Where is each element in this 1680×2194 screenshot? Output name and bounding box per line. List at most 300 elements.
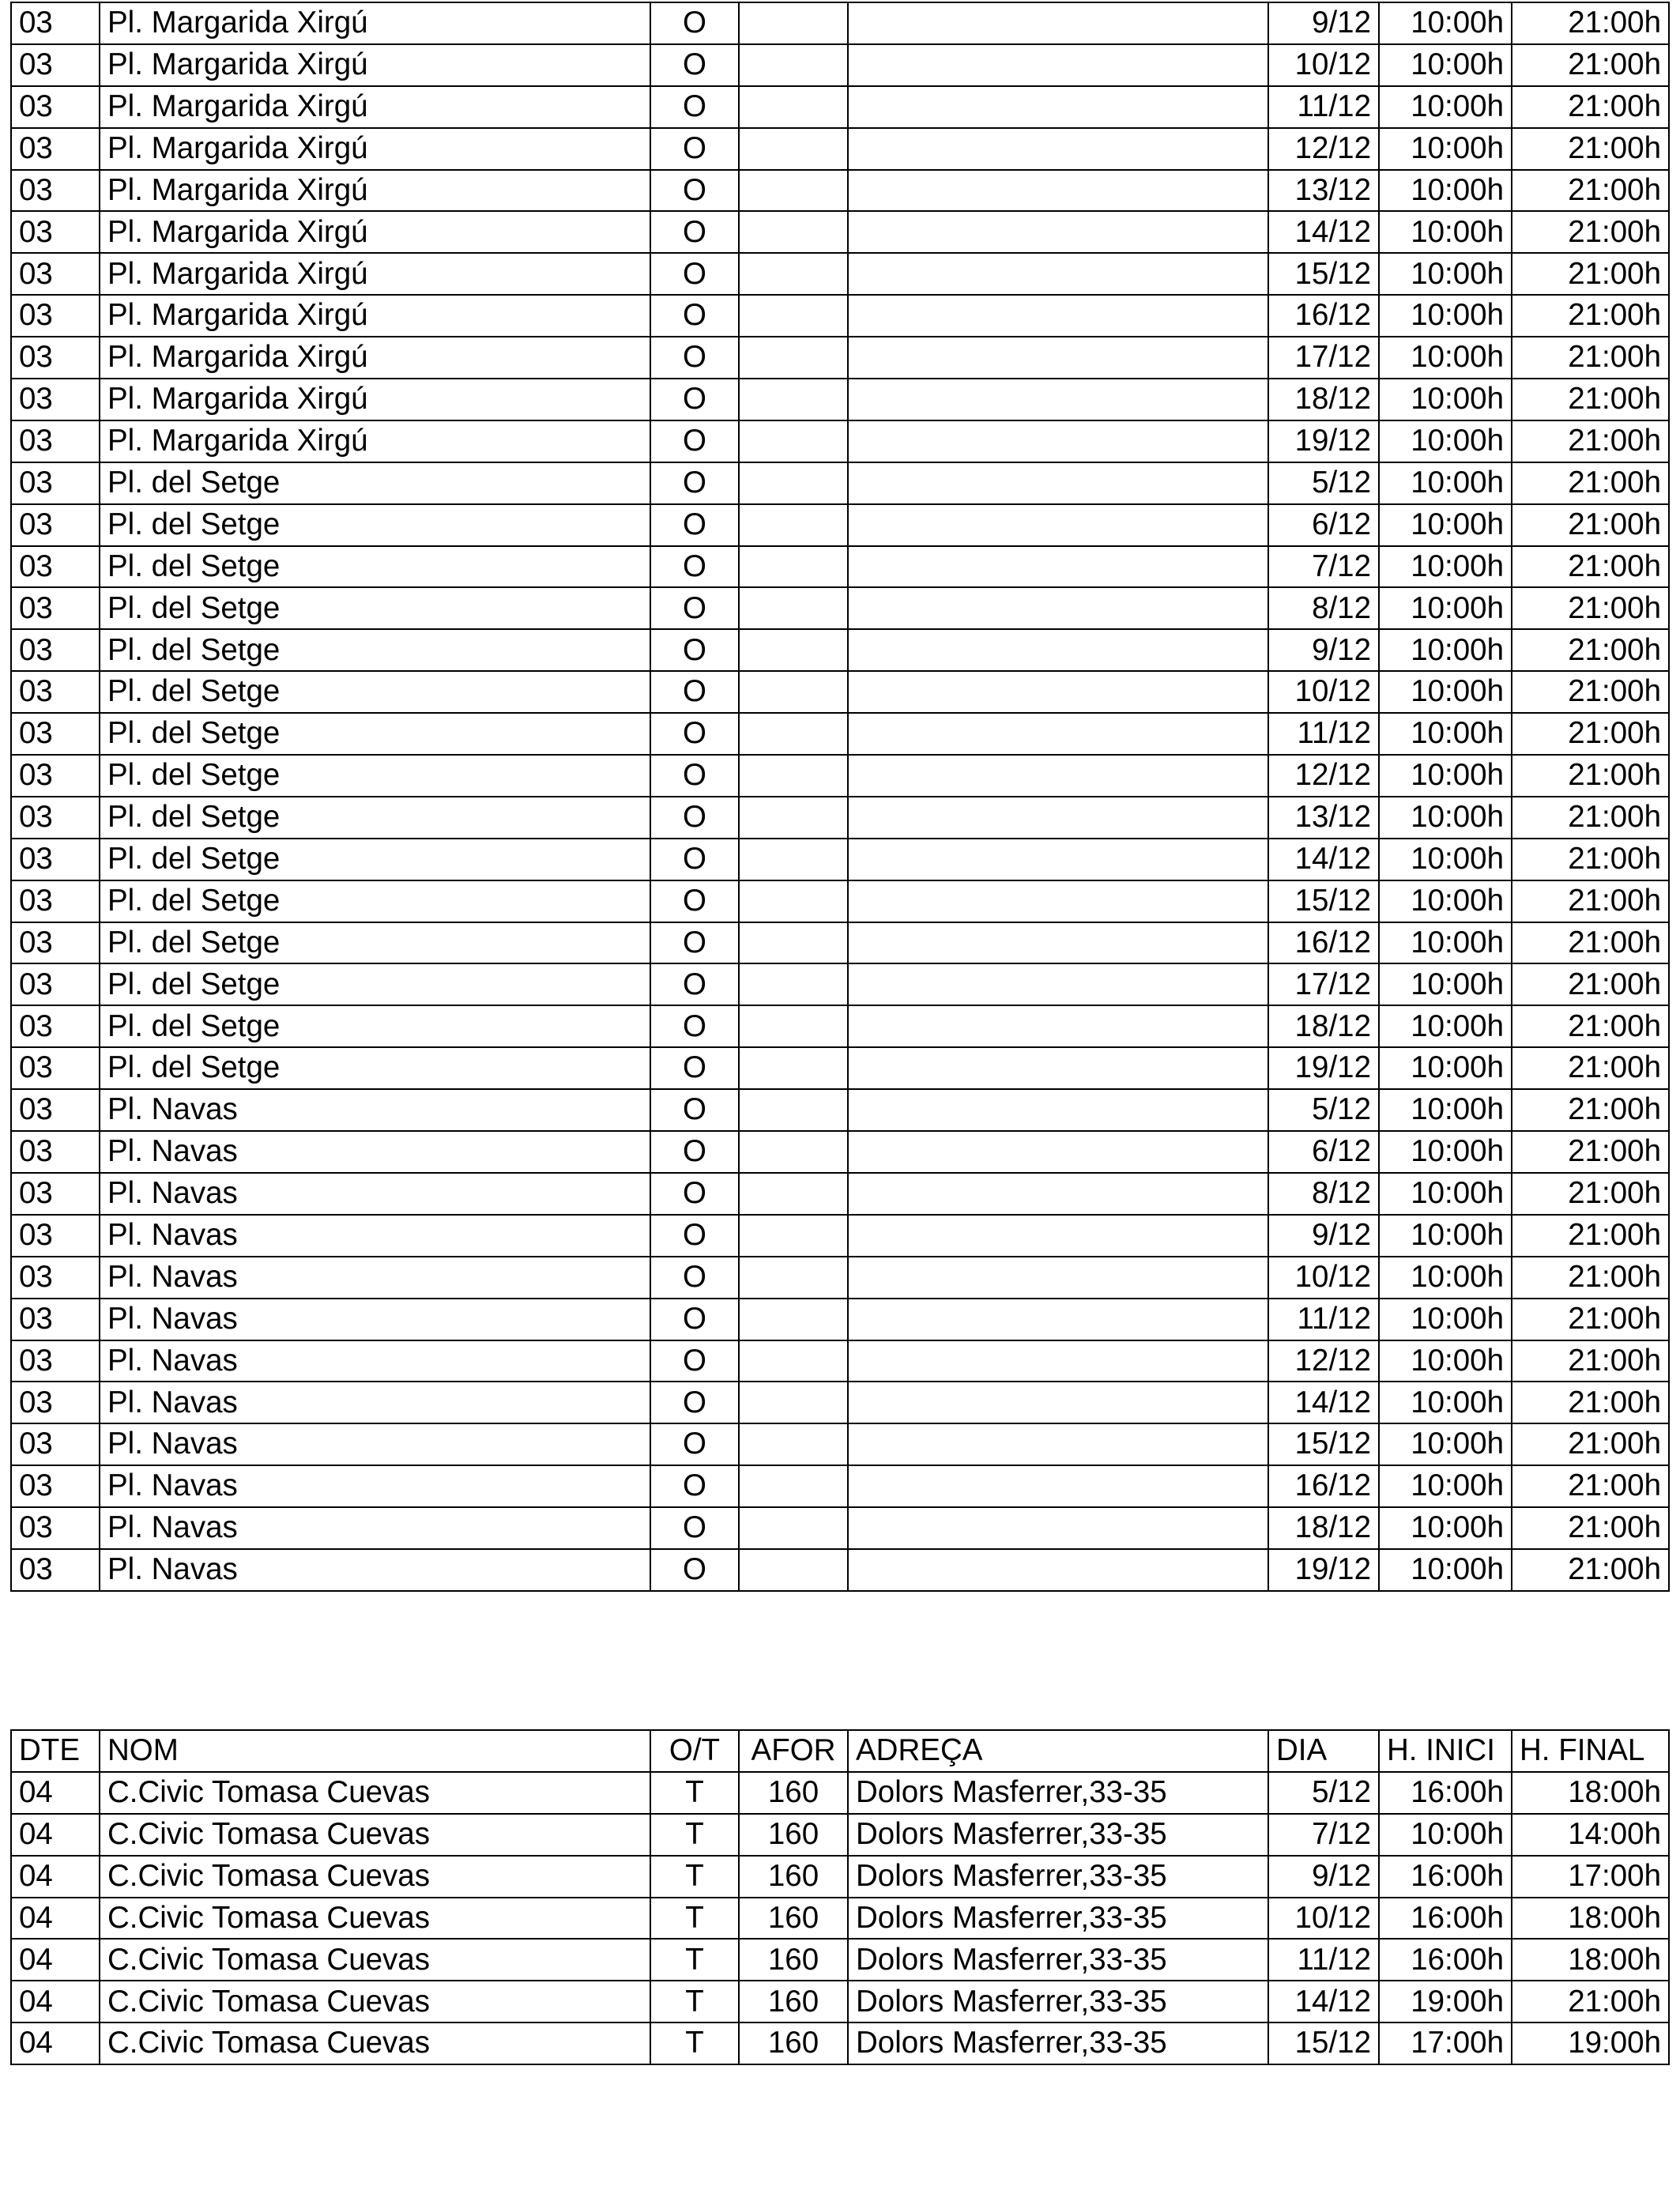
cell-dte: 03 [11,1047,100,1089]
cell-afor [739,963,848,1005]
cell-afor [739,839,848,880]
cell-nom: C.Civic Tomasa Cuevas [100,1856,650,1898]
cell-h-inici: 10:00h [1379,1382,1512,1423]
cell-afor: 160 [739,1981,848,2022]
cell-h-inici: 10:00h [1379,44,1512,86]
cell-adreca [848,2,1268,44]
cell-dia: 11/12 [1268,86,1379,128]
cell-nom: Pl. Navas [100,1465,650,1507]
cell-adreca [848,1299,1268,1340]
cell-dia: 10/12 [1268,44,1379,86]
cell-nom: C.Civic Tomasa Cuevas [100,1814,650,1856]
table-row [11,963,1669,1005]
cell-h-inici: 10:00h [1379,86,1512,128]
cell-h-inici: 10:00h [1379,587,1512,629]
cell-adreca [848,922,1268,964]
cell-afor [739,1173,848,1215]
cell-adreca: Dolors Masferrer,33-35 [848,1856,1268,1898]
cell-nom: Pl. Navas [100,1549,650,1591]
cell-dia: 15/12 [1268,1423,1379,1465]
cell-h-inici: 10:00h [1379,797,1512,839]
cell-ot: O [650,295,739,337]
cell-afor: 160 [739,1939,848,1981]
cell-h-inici: 10:00h [1379,1549,1512,1591]
cell-ot: O [650,963,739,1005]
cell-nom: Pl. Margarida Xirgú [100,253,650,295]
cell-dia: 19/12 [1268,420,1379,462]
cell-ot: O [650,1173,739,1215]
cell-ot: O [650,44,739,86]
cell-h-inici: 10:00h [1379,880,1512,922]
cell-nom: Pl. Navas [100,1423,650,1465]
cell-adreca [848,1089,1268,1131]
cell-h-final: 21:00h [1512,671,1669,713]
cell-ot: T [650,1814,739,1856]
cell-ot: O [650,797,739,839]
table-row [11,1507,1669,1549]
cell-ot: T [650,1939,739,1981]
cell-h-inici: 10:00h [1379,1047,1512,1089]
cell-adreca [848,1257,1268,1299]
cell-h-inici: 10:00h [1379,546,1512,588]
cell-dte: 03 [11,1465,100,1507]
cell-dia: 18/12 [1268,1507,1379,1549]
cell-adreca [848,1423,1268,1465]
cell-h-final: 21:00h [1512,963,1669,1005]
cell-ot: T [650,1898,739,1940]
cell-nom: Pl. del Setge [100,504,650,546]
cell-dte: 03 [11,797,100,839]
cell-h-final: 21:00h [1512,1423,1669,1465]
cell-dte: 03 [11,253,100,295]
cell-h-final: 21:00h [1512,1465,1669,1507]
cell-dia: 18/12 [1268,1005,1379,1047]
cell-adreca [848,587,1268,629]
table-row [11,86,1669,128]
cell-dte: 03 [11,170,100,212]
cell-dia: 6/12 [1268,504,1379,546]
cell-adreca [848,295,1268,337]
cell-adreca [848,839,1268,880]
cell-adreca [848,1047,1268,1089]
cell-h-final: 21:00h [1512,546,1669,588]
cell-adreca [848,170,1268,212]
cell-dia: 17/12 [1268,337,1379,379]
cell-afor [739,86,848,128]
cell-h-final: 21:00h [1512,462,1669,504]
cell-adreca: Dolors Masferrer,33-35 [848,1772,1268,1814]
cell-h-final: 21:00h [1512,880,1669,922]
cell-dte: 03 [11,880,100,922]
cell-dia: 12/12 [1268,128,1379,170]
cell-dia: 11/12 [1268,1299,1379,1340]
table-body [11,1772,1669,2064]
cell-afor: 160 [739,1814,848,1856]
cell-h-final: 21:00h [1512,128,1669,170]
cell-dia: 8/12 [1268,1173,1379,1215]
cell-h-final: 21:00h [1512,1382,1669,1423]
cell-afor [739,1340,848,1382]
table-row [11,797,1669,839]
table-row [11,504,1669,546]
cell-nom: Pl. del Setge [100,1047,650,1089]
cell-afor [739,1131,848,1173]
cell-ot: O [650,420,739,462]
cell-afor [739,379,848,420]
cell-h-inici: 10:00h [1379,2,1512,44]
cell-afor [739,420,848,462]
cell-ot: O [650,2,739,44]
table-header [11,1730,1669,1772]
cell-ot: O [650,755,739,797]
cell-dia: 15/12 [1268,2022,1379,2064]
cell-adreca: Dolors Masferrer,33-35 [848,1939,1268,1981]
cell-h-final: 21:00h [1512,295,1669,337]
cell-ot: O [650,922,739,964]
cell-afor [739,713,848,755]
cell-adreca: Dolors Masferrer,33-35 [848,2022,1268,2064]
cell-h-final: 21:00h [1512,1089,1669,1131]
table-row [11,2022,1669,2064]
table-row [11,1299,1669,1340]
cell-dte: 03 [11,1173,100,1215]
table-row [11,713,1669,755]
cell-dte: 03 [11,755,100,797]
cell-afor [739,462,848,504]
table-row [11,462,1669,504]
cell-dte: 03 [11,2,100,44]
cell-ot: O [650,1215,739,1257]
cell-adreca [848,629,1268,671]
table-row [11,1257,1669,1299]
cell-dia: 6/12 [1268,1131,1379,1173]
cell-dte: 03 [11,379,100,420]
cell-dte: 03 [11,504,100,546]
cell-h-inici: 16:00h [1379,1939,1512,1981]
cell-h-final: 21:00h [1512,1299,1669,1340]
cell-h-final: 21:00h [1512,629,1669,671]
cell-nom: Pl. Margarida Xirgú [100,86,650,128]
cell-dte: 03 [11,963,100,1005]
table-row [11,587,1669,629]
cell-afor: 160 [739,1856,848,1898]
cell-dia: 17/12 [1268,963,1379,1005]
cell-nom: C.Civic Tomasa Cuevas [100,1772,650,1814]
cell-dte: 03 [11,462,100,504]
cell-h-final: 21:00h [1512,1507,1669,1549]
cell-ot: O [650,1005,739,1047]
cell-dte: 03 [11,1423,100,1465]
cell-afor [739,1299,848,1340]
table-row [11,2,1669,44]
table-row [11,420,1669,462]
cell-h-inici: 10:00h [1379,713,1512,755]
table-row [11,922,1669,964]
cell-afor [739,2,848,44]
cell-afor [739,546,848,588]
cell-nom: Pl. Navas [100,1173,650,1215]
cell-dte: 04 [11,1772,100,1814]
cell-ot: O [650,86,739,128]
cell-dia: 9/12 [1268,1215,1379,1257]
cell-dia: 5/12 [1268,1772,1379,1814]
cell-afor [739,587,848,629]
cell-h-inici: 10:00h [1379,504,1512,546]
cell-h-inici: 10:00h [1379,1507,1512,1549]
cell-adreca [848,713,1268,755]
cell-afor [739,671,848,713]
table-row [11,211,1669,253]
cell-dia: 15/12 [1268,880,1379,922]
cell-adreca [848,1465,1268,1507]
table-row [11,839,1669,880]
table-row [11,1939,1669,1981]
cell-nom: Pl. Navas [100,1215,650,1257]
cell-nom: C.Civic Tomasa Cuevas [100,1898,650,1940]
table-row [11,295,1669,337]
table-row [11,379,1669,420]
cell-nom: C.Civic Tomasa Cuevas [100,1981,650,2022]
cell-adreca [848,1382,1268,1423]
cell-adreca [848,546,1268,588]
cell-ot: O [650,880,739,922]
cell-ot: O [650,1465,739,1507]
cell-dia: 12/12 [1268,1340,1379,1382]
cell-h-final: 21:00h [1512,2,1669,44]
cell-nom: Pl. Navas [100,1340,650,1382]
table-row [11,1382,1669,1423]
cell-ot: O [650,1382,739,1423]
cell-h-final: 21:00h [1512,1131,1669,1173]
cell-afor: 160 [739,1772,848,1814]
cell-ot: O [650,379,739,420]
cell-dte: 03 [11,211,100,253]
table-row [11,671,1669,713]
cell-h-inici: 10:00h [1379,963,1512,1005]
cell-adreca [848,1005,1268,1047]
cell-h-inici: 10:00h [1379,755,1512,797]
cell-h-inici: 10:00h [1379,1814,1512,1856]
cell-nom: Pl. Margarida Xirgú [100,337,650,379]
cell-nom: Pl. del Setge [100,839,650,880]
header-ot: O/T [650,1730,739,1772]
cell-dia: 5/12 [1268,1089,1379,1131]
schedule-table-district-04 [10,1729,1670,2065]
table-row [11,629,1669,671]
cell-ot: O [650,337,739,379]
cell-h-final: 21:00h [1512,44,1669,86]
cell-adreca [848,420,1268,462]
cell-h-inici: 10:00h [1379,128,1512,170]
cell-afor [739,211,848,253]
cell-dte: 03 [11,713,100,755]
cell-adreca [848,755,1268,797]
cell-dia: 8/12 [1268,587,1379,629]
table-row [11,1005,1669,1047]
cell-h-inici: 16:00h [1379,1772,1512,1814]
cell-afor [739,170,848,212]
cell-h-final: 21:00h [1512,1173,1669,1215]
cell-adreca [848,1507,1268,1549]
cell-afor [739,922,848,964]
cell-dia: 16/12 [1268,922,1379,964]
cell-nom: Pl. del Setge [100,462,650,504]
header-adreca: ADREÇA [848,1730,1268,1772]
cell-h-final: 21:00h [1512,755,1669,797]
cell-dte: 04 [11,1981,100,2022]
cell-dte: 03 [11,671,100,713]
cell-nom: Pl. Navas [100,1257,650,1299]
cell-dia: 7/12 [1268,1814,1379,1856]
cell-h-inici: 10:00h [1379,671,1512,713]
table-row [11,1340,1669,1382]
table-row [11,546,1669,588]
cell-dia: 13/12 [1268,797,1379,839]
table-row [11,1173,1669,1215]
cell-ot: T [650,1981,739,2022]
table-row [11,1423,1669,1465]
cell-dia: 10/12 [1268,1898,1379,1940]
cell-dia: 12/12 [1268,755,1379,797]
cell-h-inici: 17:00h [1379,2022,1512,2064]
cell-dia: 13/12 [1268,170,1379,212]
cell-ot: O [650,1257,739,1299]
cell-adreca [848,880,1268,922]
cell-h-final: 21:00h [1512,1047,1669,1089]
cell-h-inici: 10:00h [1379,1131,1512,1173]
cell-dte: 03 [11,922,100,964]
cell-h-final: 21:00h [1512,1215,1669,1257]
cell-dte: 03 [11,1089,100,1131]
cell-h-inici: 10:00h [1379,1340,1512,1382]
cell-nom: Pl. Navas [100,1507,650,1549]
cell-h-inici: 10:00h [1379,420,1512,462]
cell-ot: O [650,1131,739,1173]
cell-nom: Pl. Navas [100,1089,650,1131]
cell-afor [739,1465,848,1507]
cell-h-inici: 16:00h [1379,1898,1512,1940]
cell-adreca: Dolors Masferrer,33-35 [848,1814,1268,1856]
cell-nom: Pl. Margarida Xirgú [100,379,650,420]
cell-h-final: 21:00h [1512,86,1669,128]
cell-dia: 14/12 [1268,211,1379,253]
cell-nom: Pl. del Setge [100,963,650,1005]
cell-dia: 5/12 [1268,462,1379,504]
cell-dia: 7/12 [1268,546,1379,588]
cell-adreca [848,1131,1268,1173]
cell-adreca [848,1215,1268,1257]
cell-adreca [848,504,1268,546]
cell-nom: Pl. Navas [100,1382,650,1423]
cell-dte: 03 [11,546,100,588]
cell-dte: 03 [11,295,100,337]
cell-dia: 10/12 [1268,1257,1379,1299]
cell-nom: Pl. Margarida Xirgú [100,44,650,86]
cell-ot: O [650,1047,739,1089]
cell-h-final: 21:00h [1512,379,1669,420]
cell-nom: Pl. Margarida Xirgú [100,2,650,44]
table-row [11,1089,1669,1131]
cell-afor [739,1089,848,1131]
cell-dte: 04 [11,1939,100,1981]
table-row [11,1215,1669,1257]
cell-dte: 03 [11,1257,100,1299]
table-row [11,1131,1669,1173]
cell-dia: 16/12 [1268,1465,1379,1507]
cell-ot: O [650,211,739,253]
cell-ot: T [650,2022,739,2064]
cell-dte: 04 [11,1856,100,1898]
cell-nom: Pl. del Setge [100,713,650,755]
cell-nom: Pl. Margarida Xirgú [100,211,650,253]
cell-dte: 03 [11,86,100,128]
cell-dte: 03 [11,44,100,86]
header-dte: DTE [11,1730,100,1772]
cell-dia: 11/12 [1268,1939,1379,1981]
cell-dia: 10/12 [1268,671,1379,713]
cell-h-final: 21:00h [1512,1981,1669,2022]
cell-afor [739,629,848,671]
cell-dte: 03 [11,839,100,880]
cell-dia: 18/12 [1268,379,1379,420]
cell-ot: O [650,1089,739,1131]
cell-dte: 04 [11,1814,100,1856]
cell-ot: O [650,1423,739,1465]
cell-dte: 03 [11,128,100,170]
cell-h-final: 21:00h [1512,1005,1669,1047]
cell-adreca [848,671,1268,713]
cell-dte: 03 [11,337,100,379]
cell-nom: C.Civic Tomasa Cuevas [100,1939,650,1981]
cell-ot: O [650,1549,739,1591]
cell-h-inici: 10:00h [1379,211,1512,253]
cell-h-final: 21:00h [1512,587,1669,629]
table-row [11,1981,1669,2022]
cell-adreca: Dolors Masferrer,33-35 [848,1981,1268,2022]
cell-afor [739,797,848,839]
cell-h-inici: 10:00h [1379,1173,1512,1215]
cell-h-inici: 10:00h [1379,1423,1512,1465]
table-row [11,755,1669,797]
cell-ot: O [650,713,739,755]
cell-h-final: 21:00h [1512,1549,1669,1591]
cell-dia: 9/12 [1268,2,1379,44]
header-h-inici: H. INICI [1379,1730,1512,1772]
cell-afor [739,337,848,379]
schedule-table-district-03 [10,2,1670,1592]
cell-dia: 15/12 [1268,253,1379,295]
table-row [11,1814,1669,1856]
cell-dte: 03 [11,1340,100,1382]
cell-ot: O [650,128,739,170]
cell-h-inici: 10:00h [1379,1215,1512,1257]
cell-dia: 9/12 [1268,1856,1379,1898]
cell-adreca [848,253,1268,295]
cell-dia: 14/12 [1268,839,1379,880]
cell-afor: 160 [739,2022,848,2064]
cell-afor [739,253,848,295]
cell-h-inici: 10:00h [1379,1299,1512,1340]
cell-adreca [848,1340,1268,1382]
cell-nom: Pl. Navas [100,1131,650,1173]
cell-h-final: 21:00h [1512,713,1669,755]
cell-nom: Pl. Margarida Xirgú [100,128,650,170]
cell-adreca [848,337,1268,379]
cell-adreca: Dolors Masferrer,33-35 [848,1898,1268,1940]
table-row [11,1047,1669,1089]
cell-h-inici: 10:00h [1379,337,1512,379]
cell-adreca [848,963,1268,1005]
